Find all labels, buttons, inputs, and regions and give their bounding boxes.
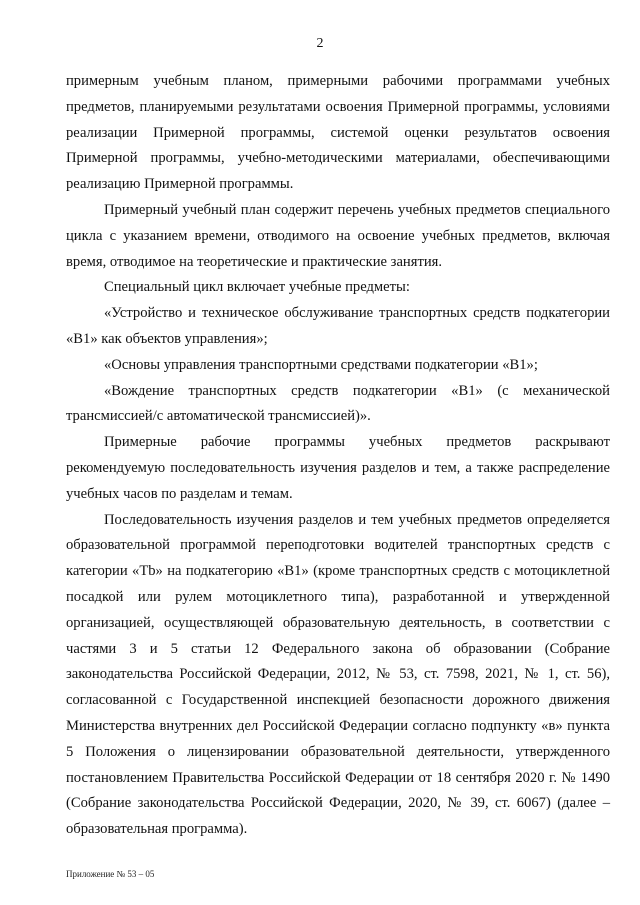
paragraph-6: «Вождение транспортных средств подкатегории «B1» (с механической трансмиссией/с автоматической трансмиссией)». — [66, 382, 610, 425]
paragraph-2: Примерный учебный план содержит перечень учебных предметов специального цикла с указанием времени, отводимого на освоение учебных предметов, включая время, отводимое на теоретические и практические занятия. — [66, 201, 610, 270]
paragraph-3: Специальный цикл включает учебные предметы: — [104, 279, 410, 296]
document-body — [66, 69, 610, 843]
paragraph-4: «Устройство и техническое обслуживание транспортных средств подкатегории «B1» как объектов управления»; — [66, 305, 610, 347]
paragraph-5: «Основы управления транспортными средствами подкатегории «B1»; — [104, 356, 538, 373]
page-footer: Приложение № 53 – 05 — [66, 869, 155, 879]
paragraph-8: Последовательность изучения разделов и тем учебных предметов определяется образовательной программой переподготовки водителей транспортных средств с категории «Tb» на подкатегорию «B1» (кроме транспортных средств с мотоциклетной посадкой или рулем мотоциклетного типа), разработанной и утвержденной организацией, осуществляющей образовательную деятельность, в соответствии с частями 3 и 5 статьи 12 Федерального закона об образовании (Собрание законодательства Российской Федерации, 2012, № 53, ст. 7598, 2021, № 1, ст. 56), согласованной с Государственной инспекцией безопасности дорожного движения Министерства внутренних дел Российской Федерации согласно подпункту «в» пункта 5 Положения о лицензировании образовательной деятельности, утвержденного постановлением Правительства Российской Федерации от 18 сентября 2020 г. № 1490 (Собрание законодательства Российской Федерации, 2020, № 39, ст. 6067) (далее – образовательная программа). — [66, 511, 610, 838]
paragraph-1: примерным учебным планом, примерными рабочими программами учебных предметов, планируемыми результатами освоения Примерной программы, условиями реализации Примерной программы, системой оценки результатов освоения Примерной программы, учебно-методическими материалами, обеспечивающими реализацию Примерной программы. — [66, 73, 610, 193]
page-number: 2 — [316, 36, 324, 51]
paragraph-7: Примерные рабочие программы учебных предметов раскрывают рекомендуемую последовательность изучения разделов и тем, а также распределение учебных часов по разделам и темам. — [66, 434, 610, 502]
